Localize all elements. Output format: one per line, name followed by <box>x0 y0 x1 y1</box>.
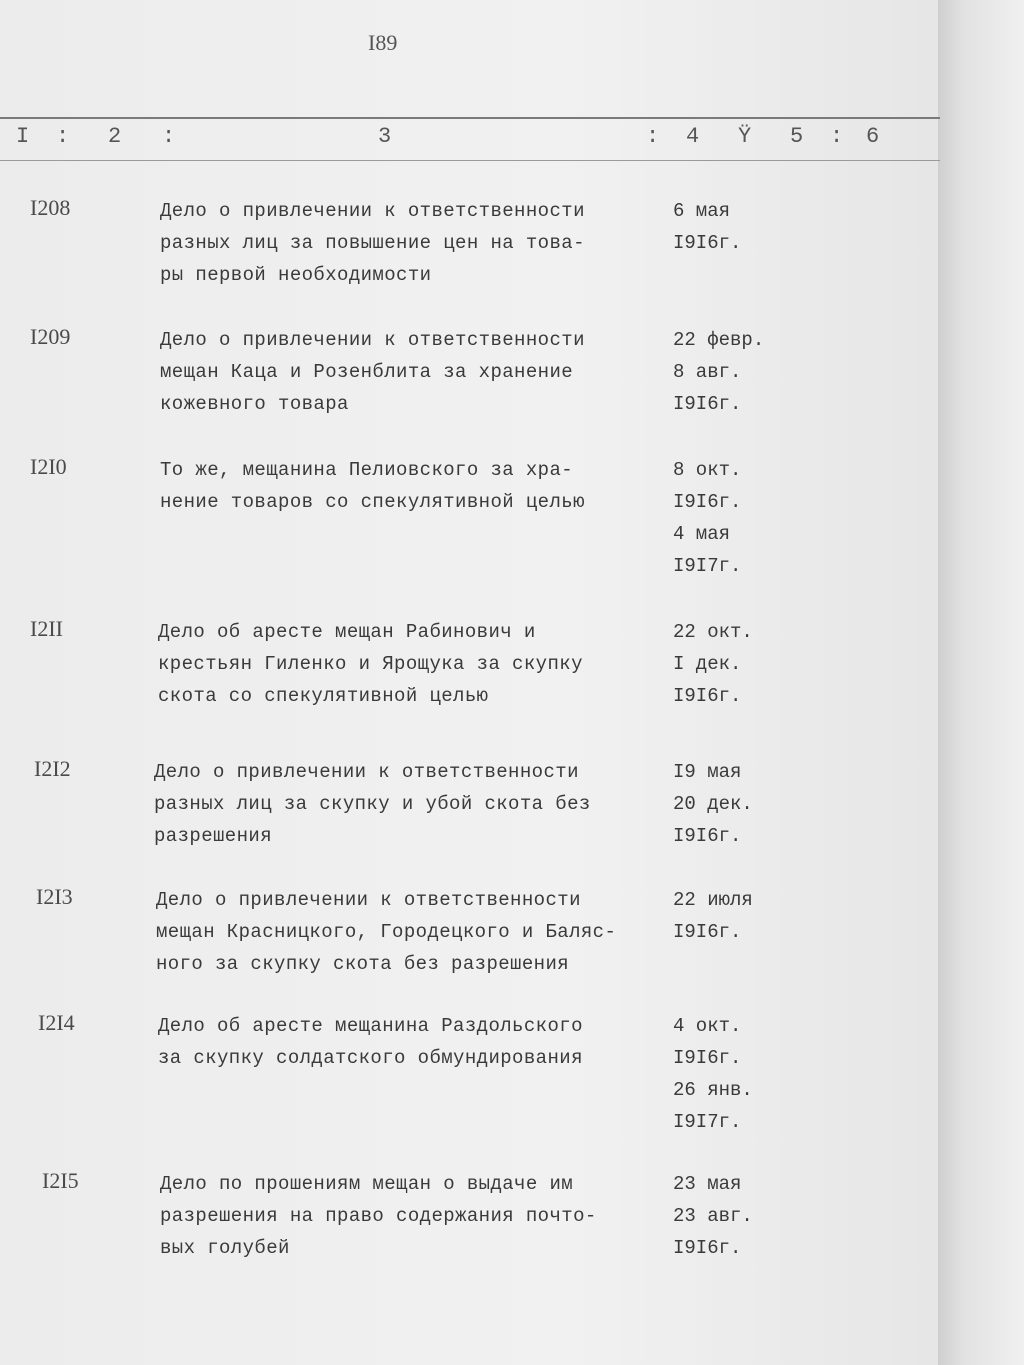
date-line: 4 окт. <box>673 1015 742 1037</box>
column-header-2: 2 <box>108 124 122 149</box>
date-line: 8 авг. <box>673 361 742 383</box>
entry-description <box>158 616 658 712</box>
date-line: I9 мая <box>673 761 742 783</box>
date-line: 6 мая <box>673 200 731 222</box>
date-line: 22 окт. <box>673 621 753 643</box>
column-separator: Ÿ <box>738 124 752 149</box>
entry-dates <box>673 1010 793 1138</box>
entry-dates <box>673 324 793 420</box>
description-line: за скупку солдатского обмундирования <box>158 1047 583 1069</box>
description-line: вых голубей <box>160 1237 290 1259</box>
column-header-3: 3 <box>378 124 392 149</box>
description-line: мещан Каца и Розенблита за хранение <box>160 361 574 383</box>
entry-number: I2I3 <box>36 884 73 909</box>
description-line: Дело о привлечении к ответственности <box>154 761 579 783</box>
entry-description <box>160 1168 660 1264</box>
entry-description <box>154 756 654 852</box>
description-line: Дело об аресте мещанина Раздольского <box>158 1015 583 1037</box>
date-line: 23 мая <box>673 1173 742 1195</box>
date-line: 4 мая <box>673 523 731 545</box>
description-line: крестьян Гиленко и Ярощука за скупку <box>158 653 583 675</box>
date-line: 22 февр. <box>673 329 765 351</box>
entry-dates <box>673 756 793 852</box>
date-line: 8 окт. <box>673 459 742 481</box>
date-line: I9I6г. <box>673 685 742 707</box>
entry-dates <box>673 454 793 582</box>
description-line: Дело о привлечении к ответственности <box>160 329 585 351</box>
entry-dates <box>673 1168 793 1264</box>
date-line: I9I6г. <box>673 393 742 415</box>
column-header-4: 4 <box>686 124 700 149</box>
date-line: I дек. <box>673 653 742 675</box>
description-line: кожевного товара <box>160 393 349 415</box>
description-line: нение товаров со спекулятивной целью <box>160 491 585 513</box>
description-line: разрешения на право содержания почто- <box>160 1205 597 1227</box>
description-line: Дело об аресте мещан Рабинович и <box>158 621 536 643</box>
description-line: Дело о привлечении к ответственности <box>160 200 585 222</box>
date-line: I9I6г. <box>673 825 742 847</box>
entry-number: I2I2 <box>34 756 71 781</box>
page-number: I89 <box>368 30 398 55</box>
description-line: разрешения <box>154 825 273 847</box>
description-line: разных лиц за скупку и убой скота без <box>154 793 591 815</box>
date-line: I9I7г. <box>673 555 742 577</box>
entry-number: I2I4 <box>38 1010 75 1035</box>
header-rule-top <box>0 117 940 119</box>
description-line: разных лиц за повышение цен на това- <box>160 232 585 254</box>
description-line: Дело о привлечении к ответственности <box>156 889 581 911</box>
column-header-6: 6 <box>866 124 880 149</box>
date-line: 23 авг. <box>673 1205 753 1227</box>
entry-description <box>156 884 656 980</box>
entry-number: I209 <box>30 324 71 349</box>
date-line: 26 янв. <box>673 1079 753 1101</box>
date-line: I9I6г. <box>673 1237 742 1259</box>
column-separator: : <box>646 124 660 149</box>
entry-number: I208 <box>30 195 71 220</box>
entry-number: I2I5 <box>42 1168 79 1193</box>
entry-description <box>160 454 660 518</box>
entry-description <box>158 1010 658 1074</box>
date-line: 20 дек. <box>673 793 753 815</box>
description-line: ного за скупку скота без разрешения <box>156 953 570 975</box>
column-header-5: 5 <box>790 124 804 149</box>
entry-description <box>160 324 660 420</box>
description-line: То же, мещанина Пелиовского за хра- <box>160 459 574 481</box>
date-line: 22 июля <box>673 889 753 911</box>
entry-dates <box>673 616 793 712</box>
date-line: I9I7г. <box>673 1111 742 1133</box>
description-line: Дело по прошениям мещан о выдаче им <box>160 1173 574 1195</box>
column-separator: : <box>162 124 176 149</box>
header-rule-bottom <box>0 160 940 161</box>
column-separator: : <box>56 124 70 149</box>
entry-dates <box>673 195 793 259</box>
entry-number: I2I0 <box>30 454 67 479</box>
date-line: I9I6г. <box>673 491 742 513</box>
description-line: мещан Красницкого, Городецкого и Баляс- <box>156 921 617 943</box>
entry-number: I2II <box>30 616 63 641</box>
page-edge <box>938 0 1024 1365</box>
entry-description <box>160 195 660 291</box>
entry-dates <box>673 884 793 948</box>
date-line: I9I6г. <box>673 232 742 254</box>
column-separator: : <box>830 124 844 149</box>
date-line: I9I6г. <box>673 1047 742 1069</box>
description-line: ры первой необходимости <box>160 264 432 286</box>
description-line: скота со спекулятивной целью <box>158 685 489 707</box>
column-header-1: I <box>16 124 30 149</box>
date-line: I9I6г. <box>673 921 742 943</box>
